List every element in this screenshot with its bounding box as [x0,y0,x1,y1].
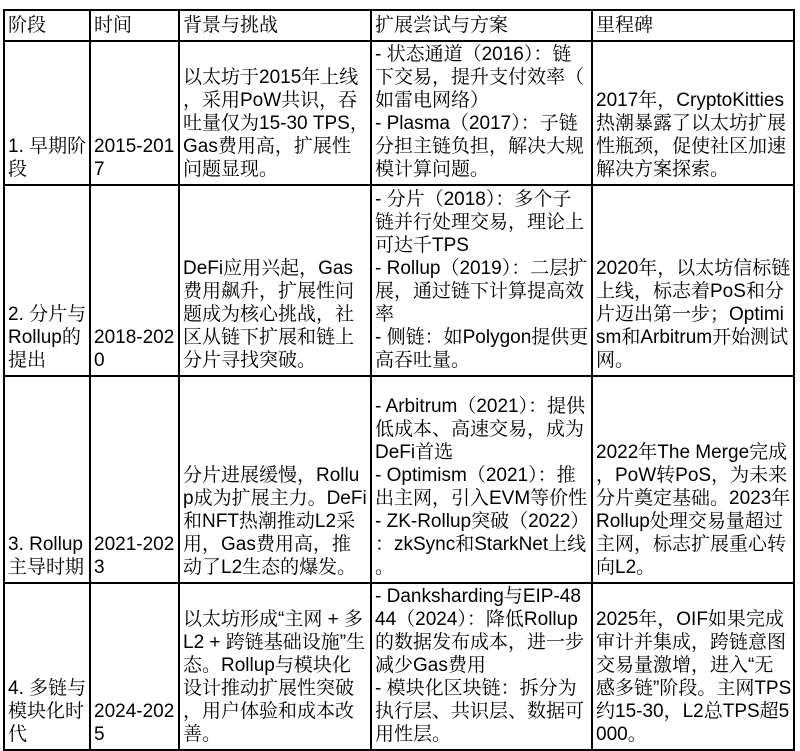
attempts-cell [371,376,592,583]
milestone-cell: 2025年，OIF如果完成审计并集成，跨链意图交易量激增，进入“无感多链”阶段。主网TPS约15-30，L2总TPS超5000。 [592,583,794,750]
col-header-background: 背景与挑战 [179,10,371,41]
col-header-phase: 阶段 [4,10,90,41]
table-row-early-phase [4,41,794,185]
col-header-time: 时间 [90,10,179,41]
time-cell: 2024-2025 [90,583,179,750]
milestone-cell: 2020年，以太坊信标链上线，标志着PoS和分片迈出第一步；Optimism和Arbitrum开始测试网。 [592,185,794,376]
attempt-item: - Optimism（2021）：推出主网，引入EVM等价性 [375,465,588,509]
ethereum-scaling-phases-table [3,9,795,751]
col-header-milestone: 里程碑 [592,10,794,41]
time-cell: 2015-2017 [90,41,179,185]
attempts-cell [371,41,592,185]
background-cell: 以太坊形成“主网 + 多L2 + 跨链基础设施”生态。Rollup与模块化设计推动扩展性突破，用户体验和成本改善。 [179,583,371,750]
phase-cell: 4. 多链与模块化时代 [4,583,90,750]
phase-cell: 3. Rollup主导时期 [4,376,90,583]
ethereum-scaling-table-wrapper [3,9,795,751]
time-cell: 2018-2020 [90,185,179,376]
header-row [4,10,794,41]
attempt-item: - ZK-Rollup突破（2022）：zkSync和StarkNet上线。 [375,511,587,578]
milestone-cell: 2017年，CryptoKitties热潮暴露了以太坊扩展性瓶颈，促使社区加速解决方案探索。 [592,41,794,185]
attempt-item: - 分片（2018）：多个子链并行处理交易，理论上可达千TPS [375,189,585,256]
table-row-rollup-dominance [4,376,794,583]
attempt-item: - 模块化区块链：拆分为执行层、共识层、数据可用性层。 [375,678,585,745]
attempt-item: - 状态通道（2016）：链下交易，提升支付效率（如雷电网络） [375,44,585,111]
table-row-sharding-rollup [4,185,794,376]
attempts-cell [371,185,592,376]
col-header-attempts: 扩展尝试与方案 [371,10,592,41]
time-cell: 2021-2023 [90,376,179,583]
background-cell: 分片进展缓慢，Rollup成为扩展主力。DeFi和NFT热潮推动L2采用，Gas费用高，推动了L2生态的爆发。 [179,376,371,583]
background-cell: DeFi应用兴起，Gas费用飙升，扩展性问题成为核心挑战，社区从链下扩展和链上分片寻找突破。 [179,185,371,376]
background-cell: 以太坊于2015年上线，采用PoW共识，吞吐量仅为15-30 TPS，Gas费用高，扩展性问题显现。 [179,41,371,185]
phase-cell: 2. 分片与Rollup的提出 [4,185,90,376]
attempt-item: - Arbitrum（2021）：提供低成本、高速交易，成为DeFi首选 [375,396,586,463]
attempt-item: - Plasma（2017）：子链分担主链负担，解决大规模计算问题。 [375,113,585,180]
table-row-multichain-modular [4,583,794,750]
attempt-item: - 侧链：如Polygon提供更高吞吐量。 [375,327,589,371]
phase-cell: 1. 早期阶段 [4,41,90,185]
attempt-item: - Rollup（2019）：二层扩展，通过链下计算提高效率 [375,258,588,325]
milestone-cell: 2022年The Merge完成，PoW转PoS，为未来分片奠定基础。2023年Rollup处理交易量超过主网，标志扩展重心转向L2。 [592,376,794,583]
attempts-cell [371,583,592,750]
attempt-item: - Danksharding与EIP-4844（2024）：降低Rollup的数据发布成本，进一步减少Gas费用 [375,586,585,676]
